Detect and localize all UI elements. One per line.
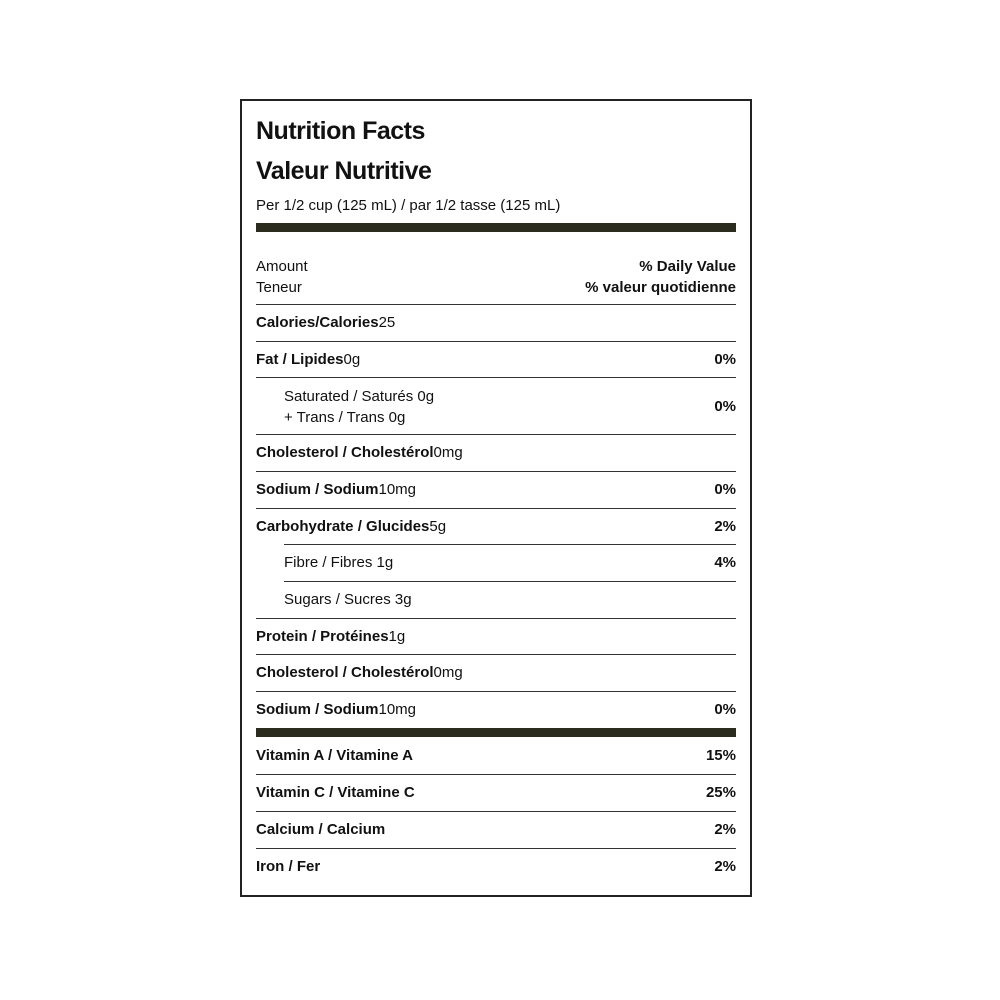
saturated-label: Saturated / Saturés 0g [284,387,435,405]
row-calories [256,304,736,340]
row-fat [256,341,736,377]
iron-daily-value: 2% [714,858,736,875]
iron-label: Iron / Fer [256,858,321,875]
vitamin-c-daily-value: 25% [705,784,736,801]
cholesterol-amount: 0mg [433,444,463,461]
row-cholesterol [256,434,736,470]
sodium-amount: 10mg [378,481,417,498]
thick-divider-vitamins [256,728,736,737]
calories-label: Calories/Calories [256,314,379,331]
sodium-label: Sodium / Sodium [256,481,379,498]
sodium-second-amount: 10mg [378,701,417,718]
fat-amount: 0g [343,351,361,368]
protein-amount: 1g [388,628,406,645]
daily-value-header [585,256,736,298]
row-fibre [284,544,736,580]
calories-text [256,305,395,340]
vitamin-a-daily-value: 15% [705,746,736,764]
fibre-daily-value: 4% [714,554,736,571]
fat-label: Fat / Lipides [256,351,344,368]
row-carbohydrate [256,508,736,544]
row-calcium [256,811,736,847]
saturated-trans-text [284,378,434,435]
sodium-second-text [256,692,416,727]
title-english: Nutrition Facts [256,117,425,145]
vitamin-c-label: Vitamin C / Vitamine C [256,784,415,801]
cholesterol-second-label: Cholesterol / Cholestérol [256,664,434,681]
row-cholesterol-second [256,654,736,690]
sugars-label: Sugars / Sucres 3g [284,591,412,608]
carbohydrate-daily-value: 2% [714,518,736,535]
row-sodium-second [256,691,736,727]
daily-value-header-french: % valeur quotidienne [585,279,736,296]
cholesterol-text [256,435,463,470]
daily-value-header-english: % Daily Value [639,258,736,275]
title-french: Valeur Nutritive [256,157,432,185]
row-saturated-trans [256,377,736,435]
carbohydrate-amount: 5g [429,518,447,535]
protein-text [256,619,405,654]
fibre-label: Fibre / Fibres 1g [284,554,394,571]
row-vitamin-c [256,774,736,810]
fat-text [256,342,360,377]
sodium-second-label: Sodium / Sodium [256,701,379,718]
cholesterol-label: Cholesterol / Cholestérol [256,444,434,461]
row-protein [256,618,736,654]
sodium-text [256,472,416,507]
sodium-second-daily-value: 0% [714,701,736,718]
calcium-daily-value: 2% [714,821,736,838]
row-vitamin-a [256,737,736,773]
row-iron [256,848,736,884]
fat-daily-value: 0% [714,351,736,368]
calories-amount: 25 [378,314,396,331]
protein-label: Protein / Protéines [256,628,389,645]
trans-label: + Trans / Trans 0g [284,408,406,426]
nutrition-facts-label [240,99,752,897]
saturated-daily-value: 0% [714,398,736,415]
carbohydrate-label: Carbohydrate / Glucides [256,518,430,535]
amount-header-english: Amount [256,258,308,275]
amount-header [256,256,308,298]
vitamin-a-label: Vitamin A / Vitamine A [256,746,413,764]
serving-size: Per 1/2 cup (125 mL) / par 1/2 tasse (125 mL) [256,197,561,214]
carbohydrate-text [256,509,446,544]
calcium-label: Calcium / Calcium [256,821,386,838]
thick-divider-top [256,223,736,232]
sodium-daily-value: 0% [714,481,736,498]
label-content [256,101,736,895]
row-sugars [284,581,736,617]
amount-header-french: Teneur [256,279,302,296]
cholesterol-second-text [256,655,463,690]
cholesterol-second-amount: 0mg [433,664,463,681]
row-sodium [256,471,736,507]
